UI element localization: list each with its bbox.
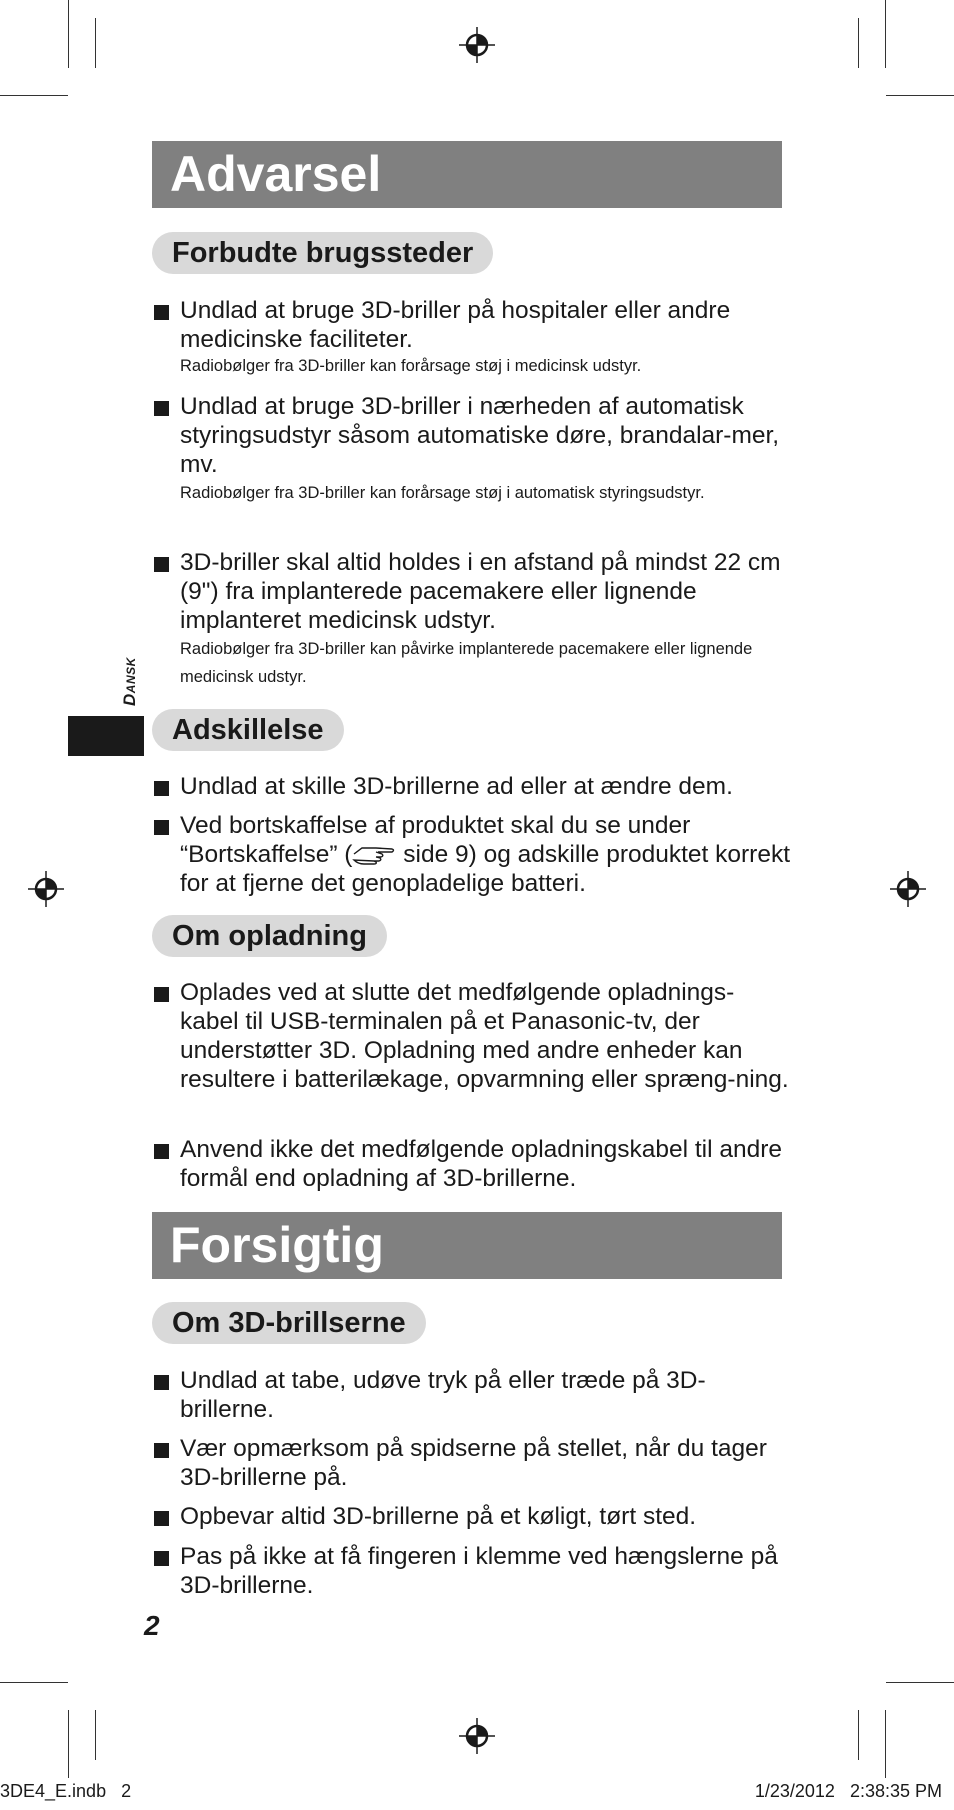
crop-mark (95, 18, 96, 68)
list-item (152, 772, 792, 801)
bullet-icon (154, 820, 169, 835)
list-item (152, 1135, 792, 1193)
pointing-hand-icon (352, 843, 396, 865)
heading-charging: Om opladning (152, 915, 387, 957)
item-note: Radiobølger fra 3D-briller kan forårsage støj i automatisk styringsudstyr. (180, 484, 705, 502)
item-note: Radiobølger fra 3D-briller kan påvirke implanterede pacemakere eller lignende medicinsk udstyr. (180, 640, 753, 686)
item-text (180, 811, 792, 898)
registration-mark-icon (458, 26, 496, 64)
language-side-label: Dansk (120, 657, 139, 706)
list-item (152, 296, 792, 378)
registration-mark-icon (458, 1717, 496, 1755)
crop-mark (885, 1710, 886, 1778)
list-item (152, 978, 792, 1094)
bullet-icon (154, 557, 169, 572)
crop-mark (68, 0, 69, 68)
footer-timestamp: 1/23/2012 2:38:35 PM (754, 1781, 942, 1801)
crop-mark (68, 1710, 69, 1778)
page-number: 2 (144, 1610, 160, 1641)
footer-filename: 3DE4_E.indb 2 (0, 1781, 132, 1801)
crop-mark (0, 1682, 68, 1683)
caution-banner: Forsigtig (152, 1212, 782, 1279)
item-text: Opbevar altid 3D-brillerne på et køligt, tørt sted. (180, 1503, 697, 1530)
item-text: Undlad at skille 3D-brillerne ad eller at ændre dem. (180, 773, 733, 800)
bullet-icon (154, 781, 169, 796)
crop-mark (886, 1682, 954, 1683)
registration-mark-icon (27, 870, 65, 908)
item-text-before: Ved bortskaffelse af produktet skal du se under “Bortskaffelse” ( (180, 812, 691, 868)
item-text: Undlad at bruge 3D-briller på hospitaler eller andre medicinske faciliteter. (180, 297, 731, 353)
heading-about-glasses: Om 3D-brillserne (152, 1302, 426, 1344)
item-text: Undlad at tabe, udøve tryk på eller træde på 3D-brillerne. (180, 1367, 706, 1423)
item-text: Anvend ikke det medfølgende opladningskabel til andre formål end opladning af 3D-brillerne. (180, 1136, 783, 1192)
bullet-icon (154, 1375, 169, 1390)
crop-mark (858, 1710, 859, 1760)
crop-mark (885, 0, 886, 68)
item-text: Vær opmærksom på spidserne på stellet, når du tager 3D-brillerne på. (180, 1435, 767, 1491)
bullet-icon (154, 305, 169, 320)
item-note: Radiobølger fra 3D-briller kan forårsage støj i medicinsk udstyr. (180, 357, 642, 375)
list-item (152, 1434, 792, 1492)
item-text-after: side 9) og adskille produktet korrekt for at fjerne det genopladelige batteri. (180, 841, 791, 897)
bullet-icon (154, 987, 169, 1002)
list-item (152, 1366, 792, 1424)
heading-forbidden-locations: Forbudte brugssteder (152, 232, 493, 274)
bullet-icon (154, 1443, 169, 1458)
bullet-icon (154, 1511, 169, 1526)
list-item (152, 811, 792, 898)
registration-mark-icon (889, 870, 927, 908)
item-text: Undlad at bruge 3D-briller i nærheden af automatisk styringsudstyr såsom automatiske døre, brandalar-mer, mv. (180, 393, 780, 478)
crop-mark (95, 1710, 96, 1760)
bullet-icon (154, 1551, 169, 1566)
crop-mark (858, 18, 859, 68)
item-text: Pas på ikke at få fingeren i klemme ved hængslerne på 3D-brillerne. (180, 1543, 778, 1599)
list-item (152, 548, 792, 691)
list-item (152, 392, 792, 507)
bullet-icon (154, 1144, 169, 1159)
warning-banner: Advarsel (152, 141, 782, 208)
language-tab-marker (68, 716, 144, 756)
item-text: 3D-briller skal altid holdes i en afstand på mindst 22 cm (9") fra implanterede pacemakere eller lignende implanteret medicinsk udstyr. (180, 549, 781, 634)
list-item (152, 1502, 792, 1531)
heading-disassembly: Adskillelse (152, 709, 344, 751)
item-text: Oplades ved at slutte det medfølgende opladnings-kabel til USB-terminalen på et Panasonic-tv, der understøtter 3D. Opladning med andre enheder kan resultere i batterilækage, opvarmning eller spræng-ning. (180, 979, 789, 1093)
list-item (152, 1542, 792, 1600)
bullet-icon (154, 401, 169, 416)
crop-mark (886, 95, 954, 96)
crop-mark (0, 95, 68, 96)
